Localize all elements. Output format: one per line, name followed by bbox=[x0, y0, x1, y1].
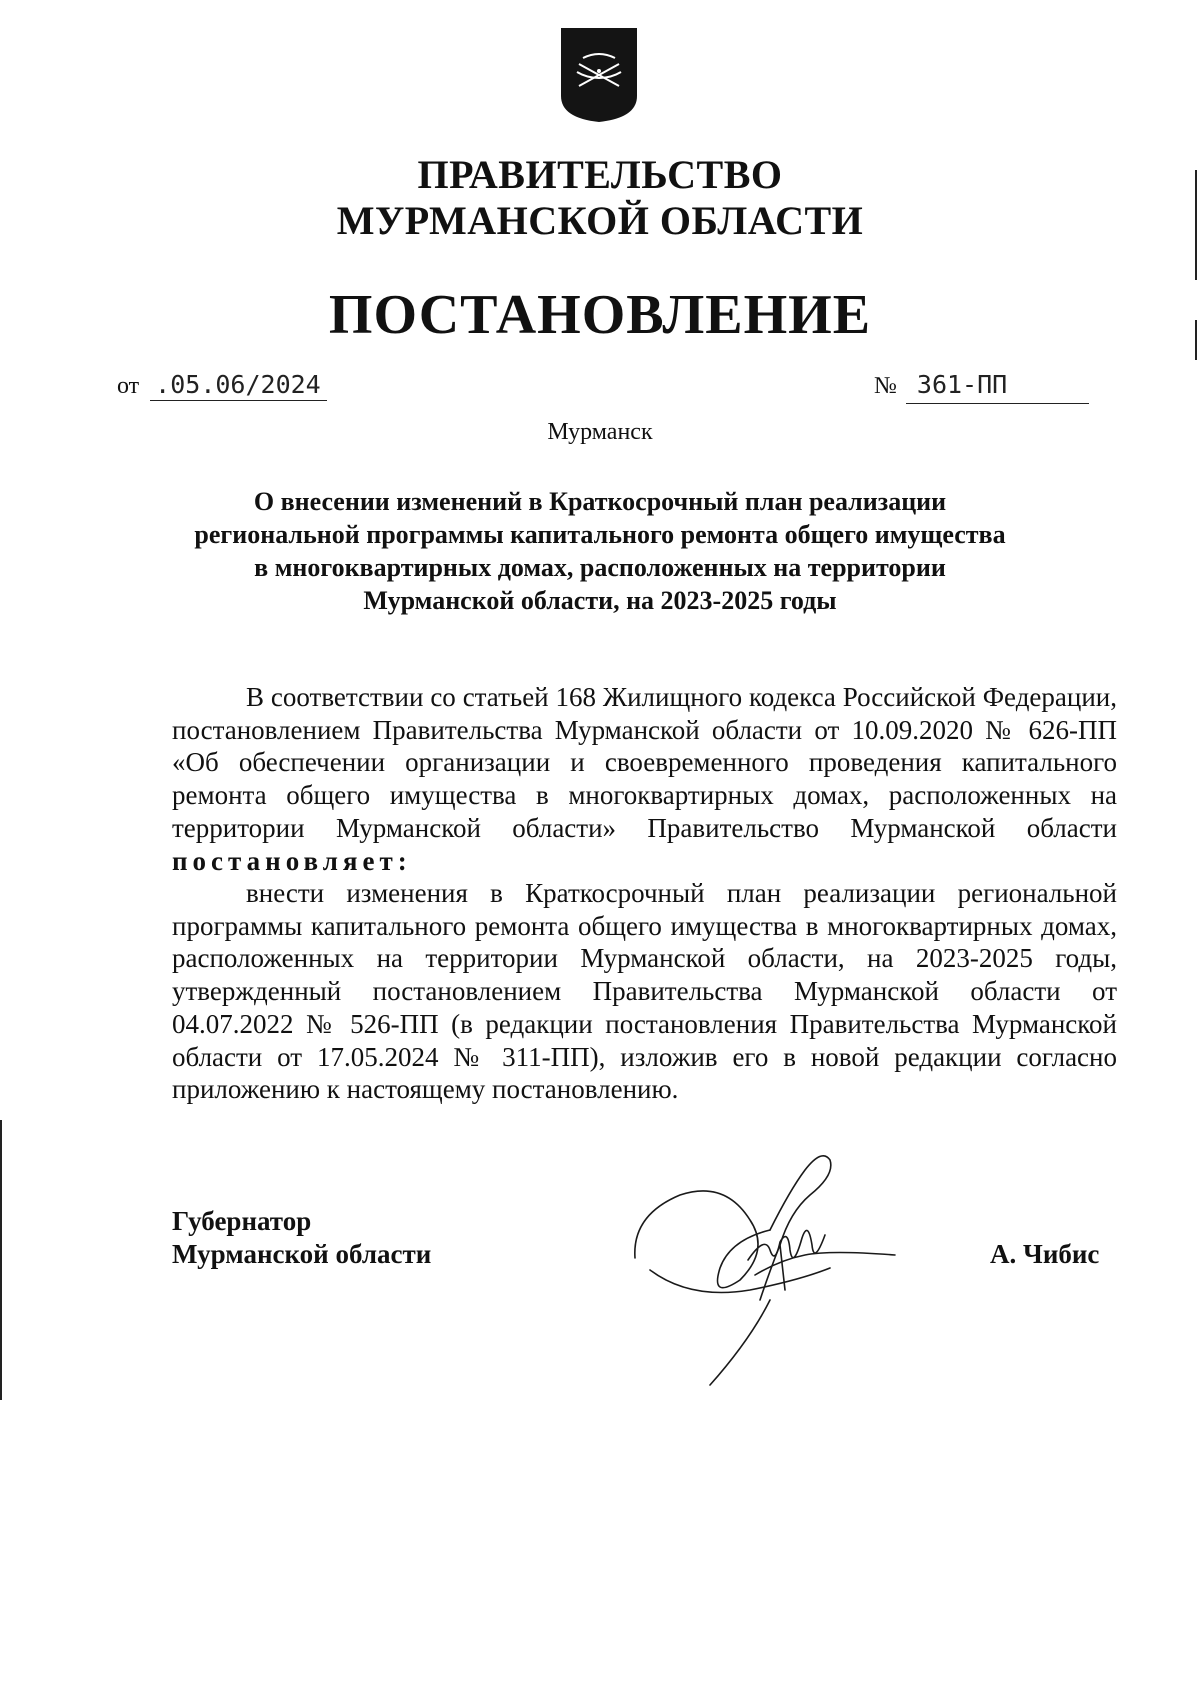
number-value: 361-ПП bbox=[916, 370, 1008, 399]
document-number bbox=[874, 370, 1007, 401]
document-subject bbox=[150, 485, 1050, 617]
signer-position-line-2: Мурманской области bbox=[172, 1239, 432, 1269]
preamble-paragraph bbox=[172, 681, 1117, 877]
city-name: Мурманск bbox=[547, 419, 653, 445]
resolves-keyword: постановляет: bbox=[172, 845, 412, 876]
handwritten-signature bbox=[630, 1150, 910, 1390]
coat-of-arms-icon bbox=[559, 26, 639, 124]
subject-line: Мурманской области, на 2023-2025 годы bbox=[363, 586, 837, 615]
signer-name: А. Чибис bbox=[990, 1239, 1100, 1269]
subject-line: региональной программы капитального ремонта общего имущества bbox=[194, 520, 1006, 549]
scan-edge-mark bbox=[1195, 320, 1197, 360]
document-date bbox=[117, 370, 321, 401]
subject-line: в многоквартирных домах, расположенных на территории bbox=[254, 553, 946, 582]
date-underline bbox=[150, 400, 327, 401]
date-prefix: от bbox=[117, 373, 140, 399]
subject-line: О внесении изменений в Краткосрочный план реализации bbox=[253, 487, 947, 516]
preamble-text: В соответствии со статьей 168 Жилищного кодекса Российской Федерации, постановлением Правительства Мурманской области от 10.09.2020 № 626-ПП «Об обеспечении организации и своевременного проведения капитального ремонта общего имущества в многоквартирных домах, расположенных на территории Мурманской области» Правительство Мурманской области bbox=[172, 682, 1117, 843]
org-name-line-2: МУРМАНСКОЙ ОБЛАСТИ bbox=[336, 198, 864, 243]
date-value: .05.06/2024 bbox=[155, 370, 321, 399]
resolution-text: внести изменения в Краткосрочный план реализации региональной программы капитального ремонта общего имущества в многоквартирных домах, расположенных на территории Мурманской области, на 2023-2025 годы, утвержденный постановлением Правительства Мурманской области от 04.07.2022 № 526-ПП (в редакции постановления Правительства Мурманской области от 17.05.2024 № 311-ПП), изложив его в новой редакции согласно приложению к настоящему постановлению. bbox=[172, 878, 1117, 1105]
resolution-paragraph bbox=[172, 877, 1117, 1106]
signer-position-line-1: Губернатор bbox=[172, 1206, 312, 1236]
scan-edge-mark bbox=[0, 1120, 2, 1400]
number-prefix: № bbox=[874, 373, 897, 399]
document-type-title: ПОСТАНОВЛЕНИЕ bbox=[328, 284, 872, 346]
signer-position bbox=[172, 1205, 431, 1271]
number-underline bbox=[906, 403, 1089, 404]
org-name-line-1: ПРАВИТЕЛЬСТВО bbox=[417, 152, 783, 197]
scan-edge-mark bbox=[1195, 170, 1197, 280]
